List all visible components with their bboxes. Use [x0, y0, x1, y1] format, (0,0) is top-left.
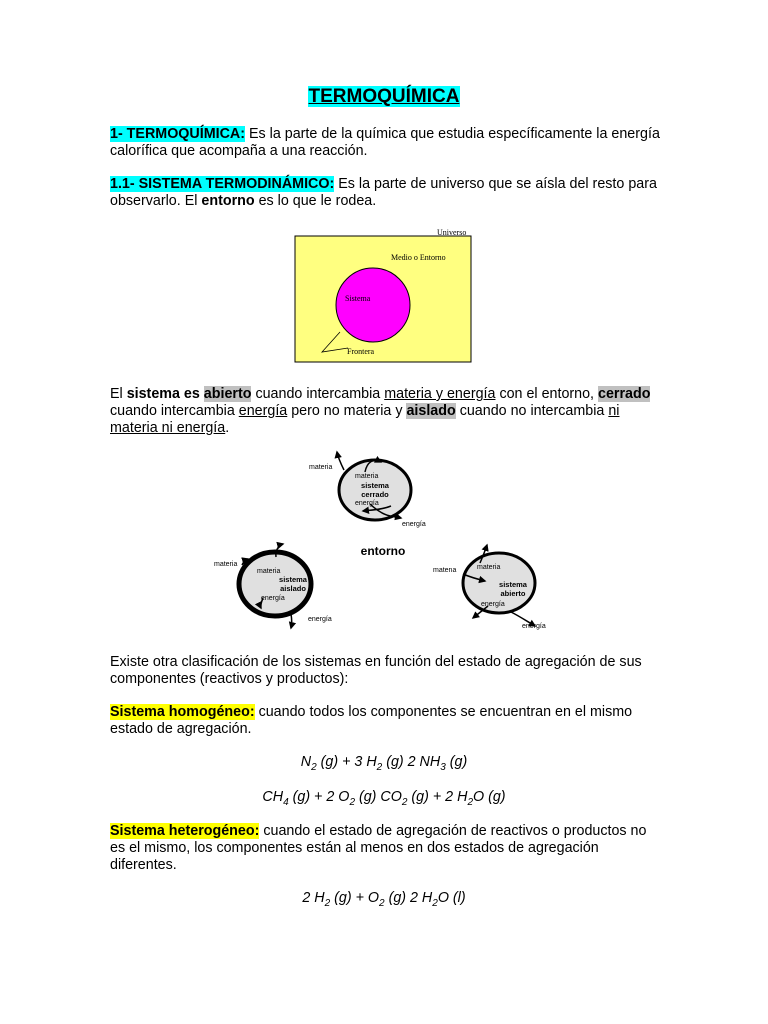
text-otra-clasificacion: Existe otra clasificación de los sistemas en función del estado de agregación de sus componentes (reactivos y productos): — [110, 654, 642, 687]
term-energia: energía — [238, 403, 288, 419]
isolated-system — [214, 544, 332, 628]
eq2-part-d: (g) + 2 H — [407, 789, 468, 805]
page-title-text: TERMOQUÍMICA — [308, 86, 460, 107]
universe-diagram — [290, 225, 475, 365]
term-cerrado: cerrado — [598, 386, 651, 402]
eq2-sub-a: 4 — [283, 796, 289, 808]
eq2-sub-b: 2 — [349, 796, 355, 808]
eq3-part-b: (g) + O — [330, 890, 380, 906]
eq1-part-d: (g) — [445, 754, 468, 770]
equation-water — [0, 890, 768, 909]
open-materia-in: materia — [477, 564, 501, 571]
eq2-part-c: (g) CO — [355, 789, 402, 805]
isolated-sistema-label: sistema — [279, 575, 307, 584]
closed-system — [309, 452, 426, 528]
eq1-part-a: N — [300, 754, 312, 770]
label-sistema-termodinamico: 1.1- SISTEMA TERMODINÁMICO: — [110, 176, 335, 192]
open-materia-out: matena — [433, 567, 457, 574]
label-medio-entorno: Medio o Entorno — [391, 253, 446, 262]
equation-ammonia — [0, 754, 768, 773]
text-pero-no-materia: pero no materia y — [287, 403, 407, 419]
term-aislado: aislado — [406, 403, 456, 419]
text-period: . — [225, 420, 230, 436]
paragraph-termoquimica — [110, 126, 665, 160]
word-entorno: entorno — [201, 193, 255, 209]
text-sistema-heterogeneo: cuando el estado de agregación de reactivos o productos no es el mismo, los componentes están al menos en dos estados de agregación diferentes. — [110, 823, 647, 873]
text-cuando-intercambia-1: cuando intercambia — [251, 386, 385, 402]
paragraph-tipos-sistema — [110, 386, 665, 437]
term-materia-energia: materia y energía — [384, 386, 496, 402]
text-con-entorno: con el entorno, — [495, 386, 598, 402]
closed-materia-out: materia — [309, 464, 333, 471]
label-universo: Universo — [437, 228, 467, 237]
eq3-sub-c: 2 — [432, 897, 438, 909]
text-el: El — [110, 386, 127, 402]
isolated-aislado-label: aislado — [280, 584, 306, 593]
label-sistema: Sistema — [345, 294, 371, 303]
eq3-part-d: O (l) — [437, 890, 466, 906]
paragraph-sistema-termodinamico — [110, 176, 665, 210]
term-ni-materia: ni materia ni energía — [110, 403, 620, 436]
open-energia-in: energía — [481, 601, 505, 608]
eq1-sub-a: 2 — [311, 761, 317, 773]
closed-sistema-label: sistema — [361, 481, 389, 490]
eq2-part-a: CH — [262, 789, 284, 805]
closed-materia-in: materia — [355, 473, 379, 480]
eq1-sub-b: 2 — [376, 761, 383, 773]
eq2-sub-d: 2 — [467, 796, 473, 808]
eq3-sub-a: 2 — [324, 897, 331, 909]
isolated-energia-out: energía — [308, 616, 332, 623]
closed-energia-in: energía — [355, 500, 379, 507]
eq3-sub-b: 2 — [379, 897, 385, 909]
isolated-energia-in: energía — [261, 595, 285, 602]
term-abierto: abierto — [203, 386, 252, 402]
paragraph-otra-clasificacion — [110, 654, 665, 688]
text-termoquimica: Es la parte de la química que estudia específicamente la energía calorífica que acompaña a una reacción. — [110, 126, 660, 159]
eq3-part-c: (g) 2 H — [384, 890, 433, 906]
label-sistema-heterogeneo: Sistema heterogéneo: — [110, 823, 260, 839]
open-system — [433, 545, 546, 630]
eq2-part-e: O (g) — [473, 789, 506, 805]
eq1-part-c: (g) 2 NH — [382, 754, 441, 770]
open-energia-out: energía — [522, 623, 546, 630]
eq2-sub-c: 2 — [401, 796, 408, 808]
open-abierto-label: abierto — [500, 589, 526, 598]
closed-energia-out: energía — [402, 521, 426, 528]
page-title — [0, 86, 768, 108]
entorno-center-label: entorno — [360, 544, 406, 558]
system-circle — [336, 268, 410, 342]
system-types-diagram — [205, 448, 575, 638]
isolated-materia-in: materia — [257, 568, 281, 575]
text-cuando-no: cuando no intercambia — [455, 403, 609, 419]
text-sistema-b: es lo que le rodea. — [254, 193, 377, 209]
eq2-part-b: (g) + 2 O — [288, 789, 350, 805]
label-sistema-homogeneo: Sistema homogéneo: — [110, 704, 255, 720]
text-cuando-intercambia-2: cuando intercambia — [110, 403, 239, 419]
closed-cerrado-label: cerrado — [361, 490, 389, 499]
text-sistema-homogeneo: cuando todos los componentes se encuentran en el mismo estado de agregación. — [110, 704, 633, 737]
text-sistema-a: Es la parte de universo que se aísla del resto para observarlo. El — [110, 176, 657, 209]
eq1-sub-c: 3 — [440, 761, 446, 773]
open-sistema-label: sistema — [499, 580, 527, 589]
eq1-part-b: (g) + 3 H — [316, 754, 377, 770]
label-termoquimica: 1- TERMOQUÍMICA: — [110, 126, 246, 142]
text-sistema-es: sistema es — [126, 386, 200, 402]
isolated-materia-out: materia — [214, 561, 238, 568]
paragraph-sistema-homogeneo — [110, 704, 665, 738]
eq3-part-a: 2 H — [302, 890, 325, 906]
equation-methane — [0, 789, 768, 808]
label-frontera: Frontera — [347, 347, 375, 356]
paragraph-sistema-heterogeneo — [110, 823, 665, 874]
